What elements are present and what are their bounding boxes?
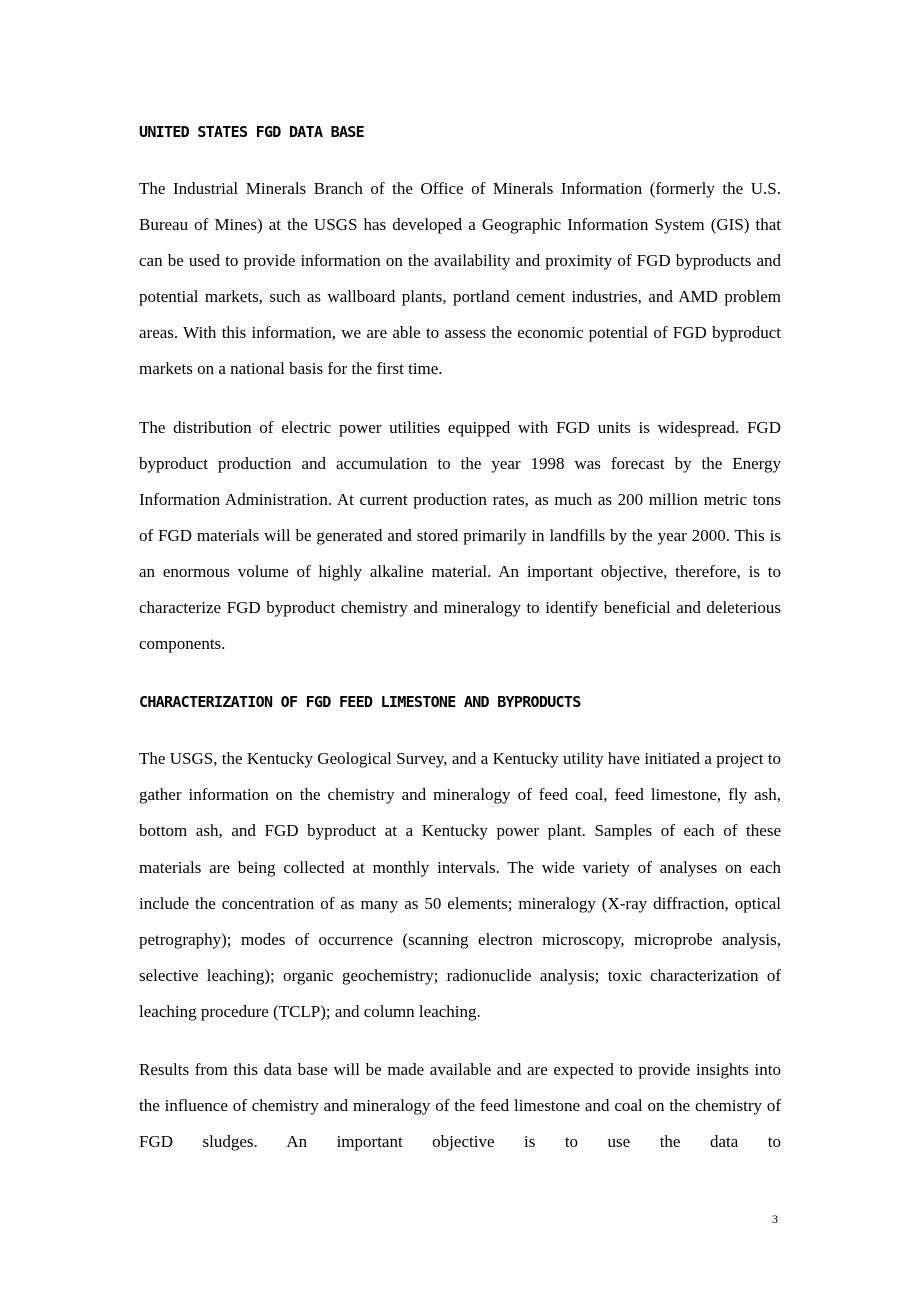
paragraph-gis-overview: The Industrial Minerals Branch of the Office of Minerals Information (formerly the U.S. Bureau of Mines) at the USGS has developed a Geographic Information System (GIS) that can be used to provide information on the availability and proximity of FGD byproducts and potential markets, such as wallboard plants, portland cement industries, and AMD problem areas. With this information, we are able to assess the economic potential of FGD byproduct markets on a national basis for the first time. <box>139 179 781 379</box>
page-body <box>139 114 781 1160</box>
section-heading-fgd-data-base: UNITED STATES FGD DATA BASE <box>139 123 364 141</box>
page-number: 3 <box>772 1212 778 1226</box>
paragraph-kentucky-project: The USGS, the Kentucky Geological Survey, and a Kentucky utility have initiated a project to gather information on the chemistry and mineralogy of feed coal, feed limestone, fly ash, bottom ash, and FGD byproduct at a Kentucky power plant. Samples of each of these materials are being collected at monthly intervals. The wide variety of analyses on each include the concentration of as many as 50 elements; mineralogy (X-ray diffraction, optical petrography); modes of occurrence (scanning electron microscopy, microprobe analysis, selective leaching); organic geochemistry; radionuclide analysis; toxic characterization of leaching procedure (TCLP); and column leaching. <box>139 749 781 1021</box>
section-heading-characterization: CHARACTERIZATION OF FGD FEED LIMESTONE AND BYPRODUCTS <box>139 693 581 712</box>
paragraph-fgd-distribution: The distribution of electric power utilities equipped with FGD units is widespread. FGD byproduct production and accumulation to the year 1998 was forecast by the Energy Information Administration. At current production rates, as much as 200 million metric tons of FGD materials will be generated and stored primarily in landfills by the year 2000. This is an enormous volume of highly alkaline material. An important objective, therefore, is to characterize FGD byproduct chemistry and mineralogy to identify beneficial and deleterious components. <box>139 417 781 654</box>
paragraph-results: Results from this data base will be made available and are expected to provide insights into the influence of chemistry and mineralogy of the feed limestone and coal on the chemistry of FGD sludges. An important objective is to use the data to <box>139 1059 781 1152</box>
